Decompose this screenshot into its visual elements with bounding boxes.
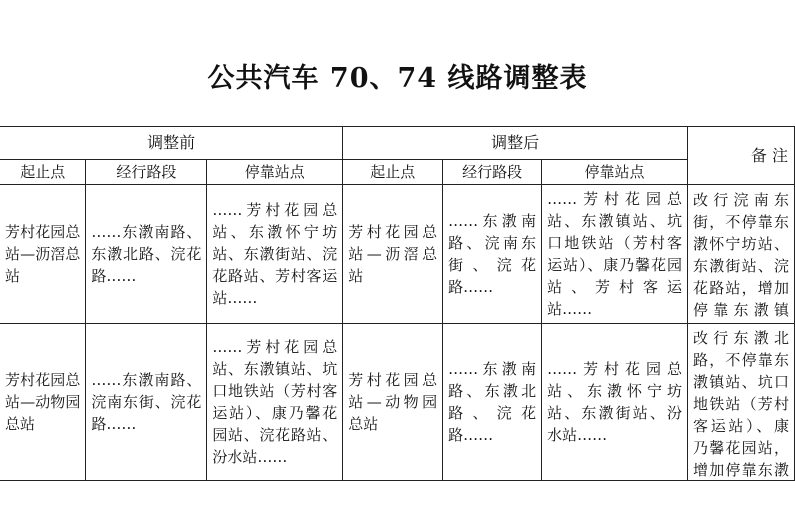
after-terminal: 芳村花园总站—沥滘总站: [348, 223, 438, 285]
col-header: 停靠站点: [542, 160, 688, 185]
after-stops: ……芳村花园总站、东漖怀宁坊站、东漖街站、汾水站……: [547, 360, 682, 444]
before-route: ……东漖南路、东漖北路、浣花路……: [91, 223, 202, 285]
table-row: [0, 324, 795, 481]
col-header: 起止点: [0, 160, 86, 185]
remarks-header: 备 注: [688, 127, 795, 185]
route-adjustment-table: [0, 126, 795, 481]
after-route: ……东漖南路、东漖北路、浣花路……: [448, 360, 537, 444]
col-header: 停靠站点: [207, 160, 343, 185]
after-header: 调整后: [343, 127, 688, 160]
after-terminal: 芳村花园总站—动物园总站: [348, 371, 438, 433]
col-header: 经行路段: [86, 160, 207, 185]
remarks: 改行东漖北路，不停靠东漖镇站、坑口地铁站（芳村客运站）、康乃馨花园站，增加停靠东漖: [693, 329, 789, 479]
before-stops: ……芳村花园总站、东漖镇站、坑口地铁站（芳村客运站）、康乃馨花园站、浣花路站、汾水站……: [212, 338, 338, 466]
before-terminal: 芳村花园总站—沥滘总站: [5, 223, 81, 285]
before-terminal: 芳村花园总站—动物园总站: [5, 371, 81, 433]
table-row: [0, 185, 795, 324]
before-route: ……东漖南路、浣南东街、浣花路……: [91, 371, 202, 433]
col-header: 经行路段: [443, 160, 542, 185]
after-route: ……东漖南路、浣南东街、浣花路……: [448, 212, 537, 296]
remarks: 改行浣南东街，不停靠东漖怀宁坊站、东漖街站、浣花路站，增加停靠东漖镇: [693, 191, 789, 319]
before-stops: ……芳村花园总站、东漖怀宁坊站、东漖街站、浣花路站、芳村客运站……: [212, 201, 338, 307]
col-header: 起止点: [343, 160, 443, 185]
after-stops: ……芳村花园总站、东漖镇站、坑口地铁站（芳村客运站）、康乃馨花园站、芳村客运站……: [547, 190, 682, 318]
before-header: 调整前: [0, 127, 343, 160]
page-title: 公共汽车 70、74 线路调整表: [207, 63, 588, 94]
